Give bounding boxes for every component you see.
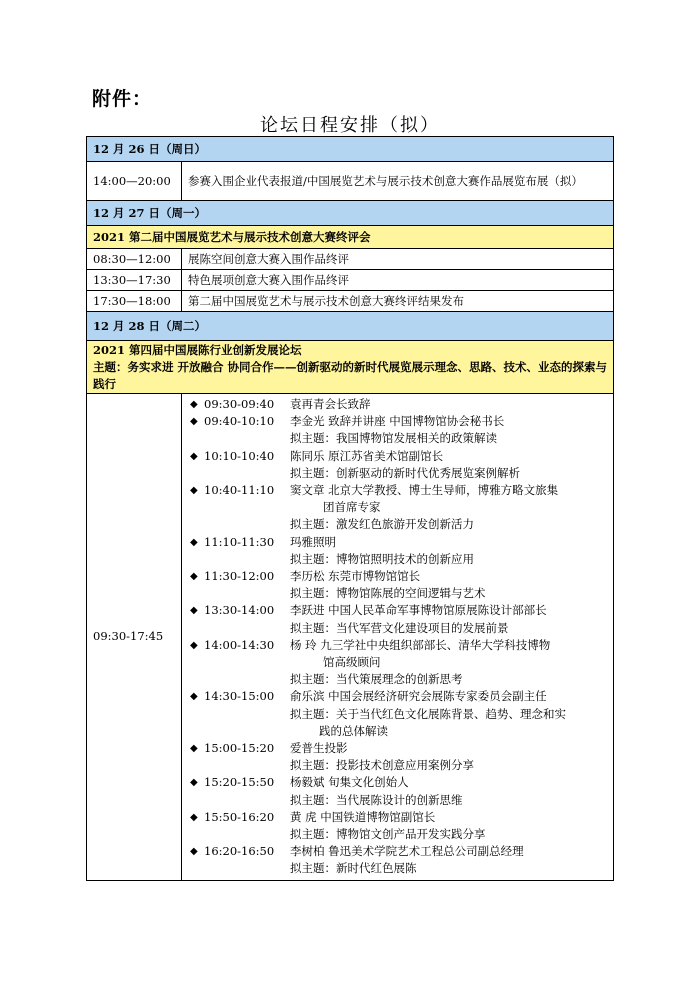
time-cell: 09:30-17:45 bbox=[87, 394, 182, 881]
program-topic: 拟主题：新时代红色展陈 bbox=[290, 861, 417, 876]
item-cell: 展陈空间创意大赛入围作品终评 bbox=[182, 249, 614, 270]
program-item bbox=[190, 843, 607, 860]
schedule-table bbox=[86, 136, 614, 881]
program-time: 14:00-14:30 bbox=[204, 637, 275, 652]
program-speaker: 袁再青会长致辞 bbox=[290, 397, 371, 411]
program-list bbox=[190, 396, 607, 878]
diamond-bullet-icon: ◆ bbox=[190, 777, 198, 789]
date-cell: 12 月 28 日（周二） bbox=[87, 312, 614, 341]
program-time: 11:30-12:00 bbox=[204, 569, 275, 584]
program-item bbox=[190, 482, 607, 499]
program-item bbox=[190, 809, 607, 826]
program-item bbox=[190, 774, 607, 791]
program-time: 14:30-15:00 bbox=[204, 689, 275, 704]
table-row bbox=[87, 270, 614, 291]
program-item bbox=[190, 637, 607, 654]
event-row bbox=[87, 341, 614, 394]
date-row-dec27 bbox=[87, 201, 614, 226]
program-speaker: 杨 玲 九三学社中央组织部部长、清华大学科技博物 bbox=[290, 637, 551, 652]
program-topic: 拟主题：激发红色旅游开发创新活力 bbox=[290, 517, 474, 532]
program-time: 11:10-11:30 bbox=[204, 534, 275, 549]
program-speaker: 爱普生投影 bbox=[290, 741, 348, 756]
diamond-bullet-icon: ◆ bbox=[190, 536, 198, 548]
program-item bbox=[190, 396, 607, 413]
diamond-bullet-icon: ◆ bbox=[190, 416, 198, 428]
program-topic: 拟主题：当代展陈设计的创新思维 bbox=[290, 792, 463, 807]
diamond-bullet-icon: ◆ bbox=[190, 605, 198, 617]
program-item bbox=[190, 448, 607, 465]
diamond-bullet-icon: ◆ bbox=[190, 399, 198, 410]
time-cell: 08:30—12:00 bbox=[87, 249, 182, 270]
event-title: 2021 第四届中国展陈行业创新发展论坛 bbox=[93, 342, 302, 357]
diamond-bullet-icon: ◆ bbox=[190, 691, 198, 703]
attachment-label: 附件： bbox=[92, 88, 153, 110]
program-topic: 拟主题：当代策展理念的创新思考 bbox=[290, 672, 463, 687]
program-speaker: 俞乐滨 中国会展经济研究会展陈专家委员会副主任 bbox=[290, 689, 547, 704]
table-row bbox=[87, 249, 614, 270]
program-time: 16:20-16:50 bbox=[204, 844, 275, 859]
program-speaker: 李树柏 鲁迅美术学院艺术工程总公司副总经理 bbox=[290, 844, 524, 859]
date-row-dec28 bbox=[87, 312, 614, 341]
program-time: 09:40-10:10 bbox=[204, 414, 275, 429]
program-time: 15:20-15:50 bbox=[204, 775, 275, 790]
program-speaker: 杨毅斌 旬集文化创始人 bbox=[290, 775, 409, 790]
program-topic: 拟主题：关于当代红色文化展陈背景、趋势、理念和实 bbox=[290, 706, 566, 721]
program-item bbox=[190, 740, 607, 757]
event-theme: 主题：务实求进 开放融合 协同合作——创新驱动的新时代展览展示理念、思路、技术、业态的探索与践行 bbox=[93, 359, 608, 391]
diamond-bullet-icon: ◆ bbox=[190, 639, 198, 651]
table-row bbox=[87, 162, 614, 201]
program-speaker: 李跃进 中国人民革命军事博物馆原展陈设计部部长 bbox=[290, 603, 547, 618]
program-speaker-cont: 团首席专家 bbox=[323, 500, 381, 515]
program-speaker: 陈同乐 原江苏省美术馆副馆长 bbox=[290, 448, 444, 463]
program-topic: 拟主题：我国博物馆发展相关的政策解读 bbox=[290, 431, 497, 446]
program-time: 10:10-10:40 bbox=[204, 448, 275, 463]
program-item bbox=[190, 413, 607, 430]
program-speaker: 李历松 东莞市博物馆馆长 bbox=[290, 569, 421, 584]
program-cell bbox=[182, 394, 614, 881]
program-time: 10:40-11:10 bbox=[204, 483, 275, 498]
event-row bbox=[87, 226, 614, 249]
item-cell: 特色展项创意大赛入围作品终评 bbox=[182, 270, 614, 291]
program-topic: 拟主题：博物馆照明技术的创新应用 bbox=[290, 551, 474, 566]
date-cell: 12 月 26 日（周日） bbox=[87, 137, 614, 162]
diamond-bullet-icon: ◆ bbox=[190, 485, 198, 497]
event-block bbox=[87, 341, 614, 394]
program-item bbox=[190, 568, 607, 585]
program-topic: 拟主题：投影技术创意应用案例分享 bbox=[290, 758, 474, 773]
event-title: 2021 第二届中国展览艺术与展示技术创意大赛终评会 bbox=[87, 226, 614, 249]
program-topic: 拟主题：创新驱动的新时代优秀展览案例解析 bbox=[290, 465, 520, 480]
program-item bbox=[190, 534, 607, 551]
program-time: 15:00-15:20 bbox=[204, 741, 275, 756]
program-time: 15:50-16:20 bbox=[204, 809, 275, 824]
program-time: 09:30-09:40 bbox=[204, 397, 275, 411]
program-speaker: 黄 虎 中国铁道博物馆副馆长 bbox=[290, 809, 436, 824]
time-cell: 17:30—18:00 bbox=[87, 291, 182, 312]
diamond-bullet-icon: ◆ bbox=[190, 450, 198, 462]
time-cell: 13:30—17:30 bbox=[87, 270, 182, 291]
date-cell: 12 月 27 日（周一） bbox=[87, 201, 614, 226]
program-time: 13:30-14:00 bbox=[204, 603, 275, 618]
time-cell: 14:00—20:00 bbox=[87, 162, 182, 201]
diamond-bullet-icon: ◆ bbox=[190, 811, 198, 823]
program-topic: 拟主题：博物馆文创产品开发实践分享 bbox=[290, 827, 486, 842]
program-row bbox=[87, 394, 614, 881]
page-title: 论坛日程安排（拟） bbox=[260, 115, 440, 136]
diamond-bullet-icon: ◆ bbox=[190, 743, 198, 755]
item-cell: 参赛入围企业代表报道/中国展览艺术与展示技术创意大赛作品展览布展（拟） bbox=[182, 162, 614, 201]
program-speaker: 玛雅照明 bbox=[290, 534, 336, 549]
diamond-bullet-icon: ◆ bbox=[190, 571, 198, 583]
table-row bbox=[87, 291, 614, 312]
program-speaker-cont: 馆高级顾问 bbox=[323, 655, 381, 670]
program-topic: 拟主题：当代军营文化建设项目的发展前景 bbox=[290, 620, 509, 635]
program-item bbox=[190, 602, 607, 619]
program-item bbox=[190, 688, 607, 705]
program-topic-cont: 践的总体解读 bbox=[319, 723, 388, 738]
diamond-bullet-icon: ◆ bbox=[190, 846, 198, 858]
program-speaker: 李金光 致辞并讲座 中国博物馆协会秘书长 bbox=[290, 414, 505, 429]
program-speaker: 窦文章 北京大学教授、博士生导师，博雅方略文旅集 bbox=[290, 483, 559, 498]
date-row-dec26 bbox=[87, 137, 614, 162]
item-cell: 第二届中国展览艺术与展示技术创意大赛终评结果发布 bbox=[182, 291, 614, 312]
program-topic: 拟主题：博物馆陈展的空间逻辑与艺术 bbox=[290, 586, 486, 601]
